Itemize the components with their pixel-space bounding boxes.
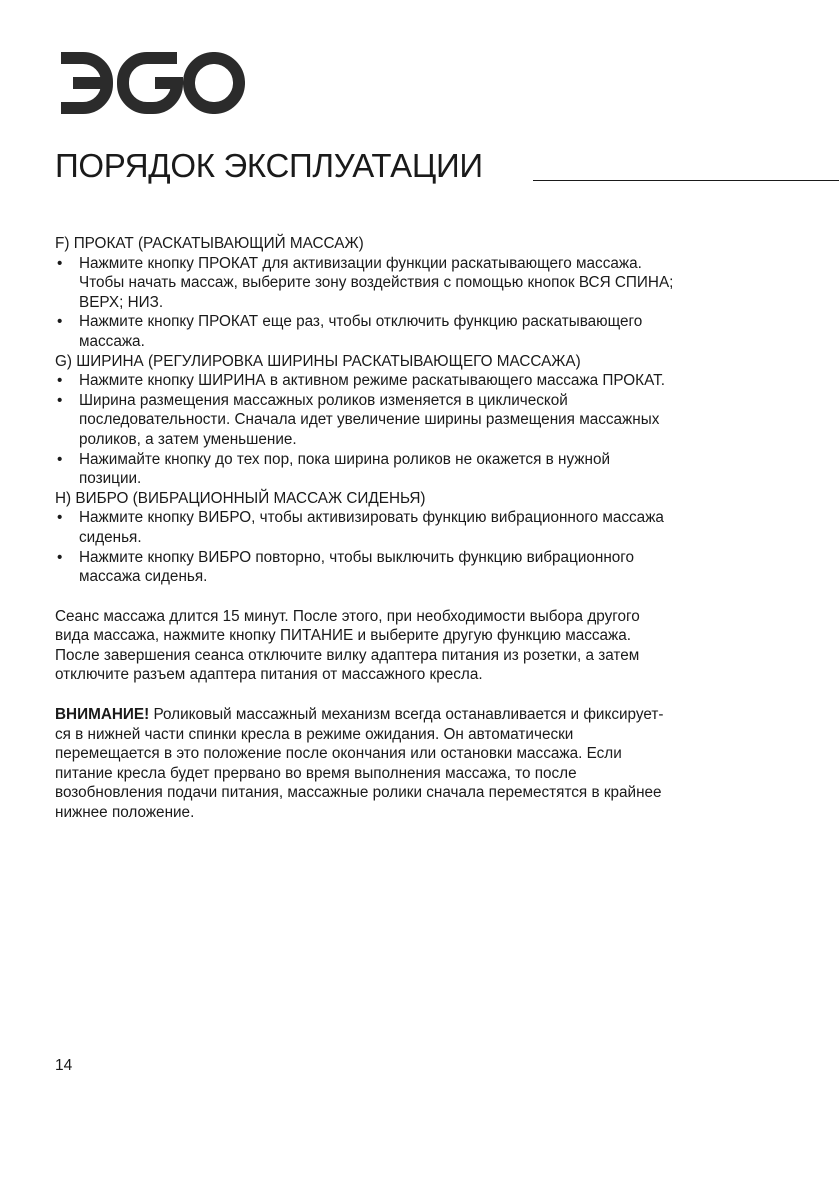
line: Роликовый массажный механизм всегда останавливается и фиксирует- [149, 706, 664, 724]
line: нижнее положение. [55, 804, 195, 822]
line: питание кресла будет прервано во время выполнения массажа, то после [55, 764, 577, 782]
line: Нажмите кнопку ВИБРО, чтобы активизировать функцию вибрационного массажа [79, 509, 664, 527]
line: отключите разъем адаптера питания от массажного кресла. [55, 666, 483, 684]
section-f-heading: F) ПРОКАТ (РАСКАТЫВАЮЩИЙ МАССАЖ) [55, 235, 364, 252]
bullet-dot: • [57, 509, 63, 527]
line: сиденья. [79, 528, 142, 546]
title-underline [533, 180, 839, 181]
page-title: ПОРЯДОК ЭКСПЛУАТАЦИИ [55, 147, 483, 184]
warning-label: ВНИМАНИЕ! [55, 706, 150, 724]
logo-letter-e [61, 58, 107, 108]
line: Нажимайте кнопку до тех пор, пока ширина роликов не окажется в нужной [79, 450, 610, 468]
line: Ширина размещения массажных роликов изменяется в циклической [79, 391, 568, 409]
line: массажа сиденья. [79, 568, 208, 586]
line: Нажмите кнопку ВИБРО повторно, чтобы выключить функцию вибрационного [79, 548, 635, 566]
line: Нажмите кнопку ПРОКАТ еще раз, чтобы отключить функцию раскатывающего [79, 313, 643, 331]
warning-paragraph [55, 705, 785, 823]
ego-logo [55, 50, 245, 116]
line: вида массажа, нажмите кнопку ПИТАНИЕ и выберите другую функцию массажа. [55, 627, 632, 645]
section-g-bullet-2 [55, 391, 785, 450]
bullet-dot: • [57, 254, 63, 272]
line: ВЕРХ; НИЗ. [79, 293, 164, 311]
session-paragraph [55, 607, 785, 685]
line: Чтобы начать массаж, выберите зону воздействия с помощью кнопок ВСЯ СПИНА; [79, 274, 674, 292]
line: Сеанс массажа длится 15 минут. После этого, при необходимости выбора другого [55, 607, 640, 625]
section-h-bullet-2 [55, 548, 785, 587]
title-row [55, 146, 839, 188]
section-g-heading: G) ШИРИНА (РЕГУЛИРОВКА ШИРИНЫ РАСКАТЫВАЮЩЕГО МАССАЖА) [55, 352, 581, 370]
section-g-bullet-1 [55, 371, 785, 391]
line: последовательности. Сначала идет увеличение ширины размещения массажных [79, 411, 660, 429]
section-h-heading: H) ВИБРО (ВИБРАЦИОННЫЙ МАССАЖ СИДЕНЬЯ) [55, 489, 426, 507]
line: ся в нижней части спинки кресла в режиме ожидания. Он автоматически [55, 725, 574, 743]
section-h-bullet-1 [55, 508, 785, 547]
line: роликов, а затем уменьшение. [79, 430, 297, 448]
instructions-body [55, 234, 785, 823]
section-f-bullet-2 [55, 312, 785, 351]
line: Нажмите кнопку ШИРИНА в активном режиме раскатывающего массажа ПРОКАТ. [79, 372, 666, 390]
bullet-dot: • [57, 548, 63, 566]
bullet-dot: • [57, 372, 63, 390]
line: позиции. [79, 470, 142, 488]
line: Нажмите кнопку ПРОКАТ для активизации функции раскатывающего массажа. [79, 254, 642, 272]
section-f-bullet-1 [55, 254, 785, 313]
line: После завершения сеанса отключите вилку адаптера питания из розетки, а затем [55, 646, 640, 664]
bullet-dot: • [57, 313, 63, 331]
line: массажа. [79, 332, 145, 350]
bullet-dot: • [57, 450, 63, 468]
page-number: 14 [55, 1057, 73, 1074]
line: перемещается в это положение после окончания или остановки массажа. Если [55, 745, 622, 763]
line: возобновления подачи питания, массажные ролики сначала переместятся в крайнее [55, 784, 662, 802]
logo-letter-g [123, 58, 177, 108]
logo-letter-o [189, 58, 239, 108]
section-g-bullet-3 [55, 450, 785, 489]
bullet-dot: • [57, 391, 63, 409]
